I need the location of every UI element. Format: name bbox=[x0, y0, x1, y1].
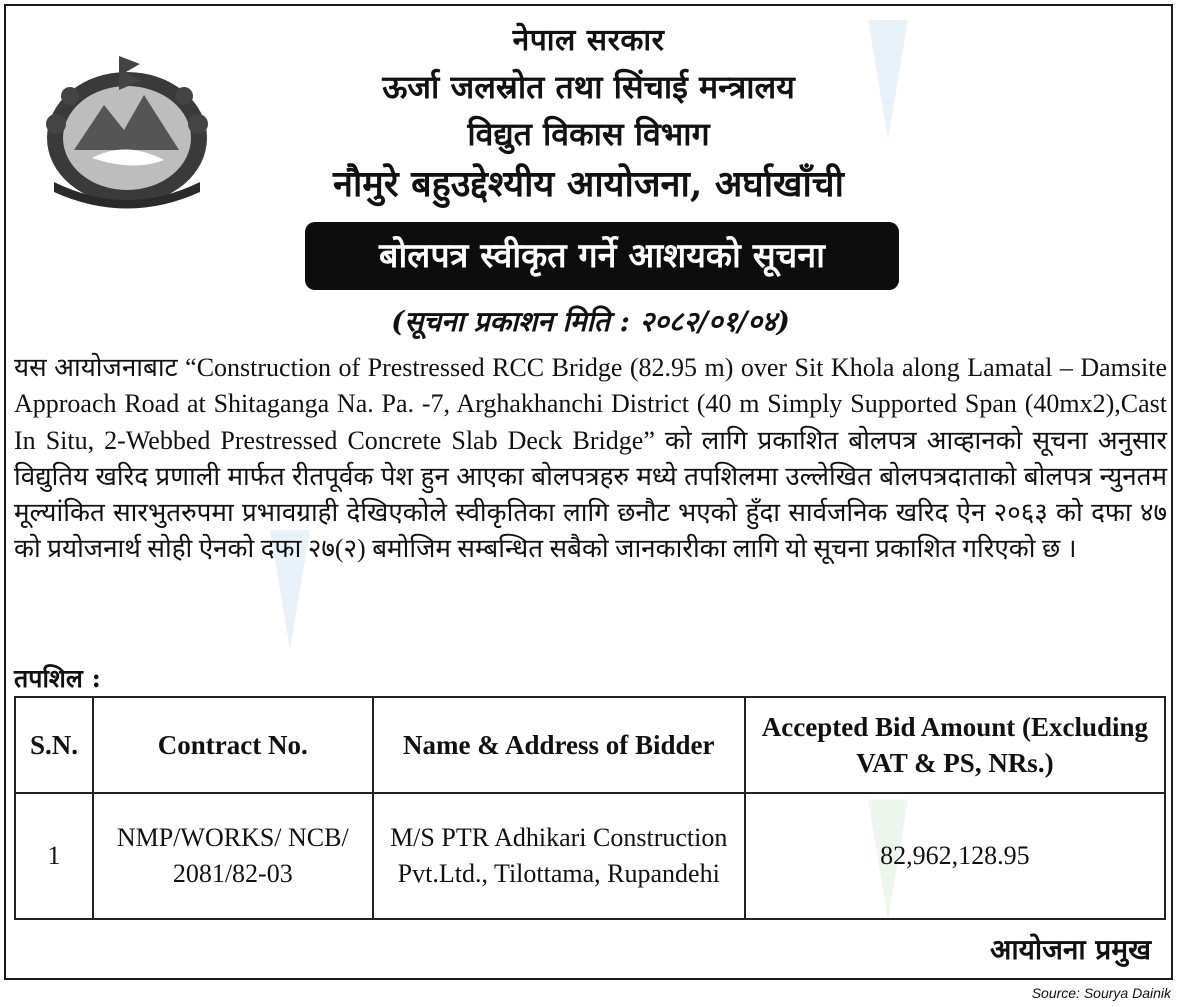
header-contract-no: Contract No. bbox=[93, 697, 373, 793]
schedule-label: तपशिल : bbox=[14, 664, 101, 693]
ministry-name: ऊर्जा जलस्रोत तथा सिंचाई मन्त्रालय bbox=[382, 68, 795, 106]
table-row bbox=[15, 793, 1165, 919]
header-bidder: Name & Address of Bidder bbox=[373, 697, 745, 793]
header-bid-amount: Accepted Bid Amount (Excluding VAT & PS, NRs.) bbox=[745, 697, 1165, 793]
government-name: नेपाल सरकार bbox=[512, 23, 665, 58]
project-name: नौमुरे बहुउद्देश्यीय आयोजना, अर्घाखाँची bbox=[333, 163, 844, 205]
accepted-bid-table bbox=[14, 696, 1166, 920]
cell-contract-no: NMP/WORKS/ NCB/ 2081/82-03 bbox=[93, 793, 373, 919]
cell-sn: 1 bbox=[15, 793, 93, 919]
department-name: विद्युत विकास विभाग bbox=[467, 115, 710, 153]
cell-bid-amount: 82,962,128.95 bbox=[745, 793, 1165, 919]
notice-header bbox=[236, 18, 941, 210]
cell-bidder: M/S PTR Adhikari Construction Pvt.Ltd., Tilottama, Rupandehi bbox=[373, 793, 745, 919]
publication-date: (सूचना प्रकाशन मिति : २०८२/०१/०४) bbox=[391, 305, 790, 338]
watermark-arrow-icon bbox=[868, 20, 908, 140]
signoff-project-chief: आयोजना प्रमुख bbox=[989, 933, 1151, 966]
notice-title-banner: बोलपत्र स्वीकृत गर्ने आशयको सूचना bbox=[305, 222, 899, 290]
notice-body: यस आयोजनाबाट “Construction of Prestressed RCC Bridge (82.95 m) over Sit Khola along Lamatal – Damsite Approach Road at Shitaganga Na. Pa. -7, Arghakhanchi District (40 m Simply Supported Span (40mx2),Cast In Situ, 2-Webbed Prestressed Concrete Slab Deck Bridge” को लागि प्रकाशित बोलपत्र आव्हानको सूचना अनुसार विद्युतिय खरिद प्रणाली मार्फत रीतपूर्वक पेश हुन आएका बोलपत्रहरु मध्ये तपशिलमा उल्लेखित बोलपत्रदाताको बोलपत्र न्युनतम मूल्यांकित सारभुतरुपमा प्रभावग्राही देखिएकोले स्वीकृतिका लागि छनौट भएको हुँदा सार्वजनिक खरिद ऐन २०६३ को दफा ४७ को प्रयोजनार्थ सोही ऐनको दफा २७(२) बमोजिम सम्बन्धित सबैको जानकारीका लागि यो सूचना प्रकाशित गरिएको छ । bbox=[14, 353, 1167, 564]
nepal-government-emblem-icon bbox=[34, 50, 220, 210]
header-sn: S.N. bbox=[15, 697, 93, 793]
source-credit: Source: Sourya Dainik bbox=[1031, 985, 1171, 1001]
table-header-row bbox=[15, 697, 1165, 793]
